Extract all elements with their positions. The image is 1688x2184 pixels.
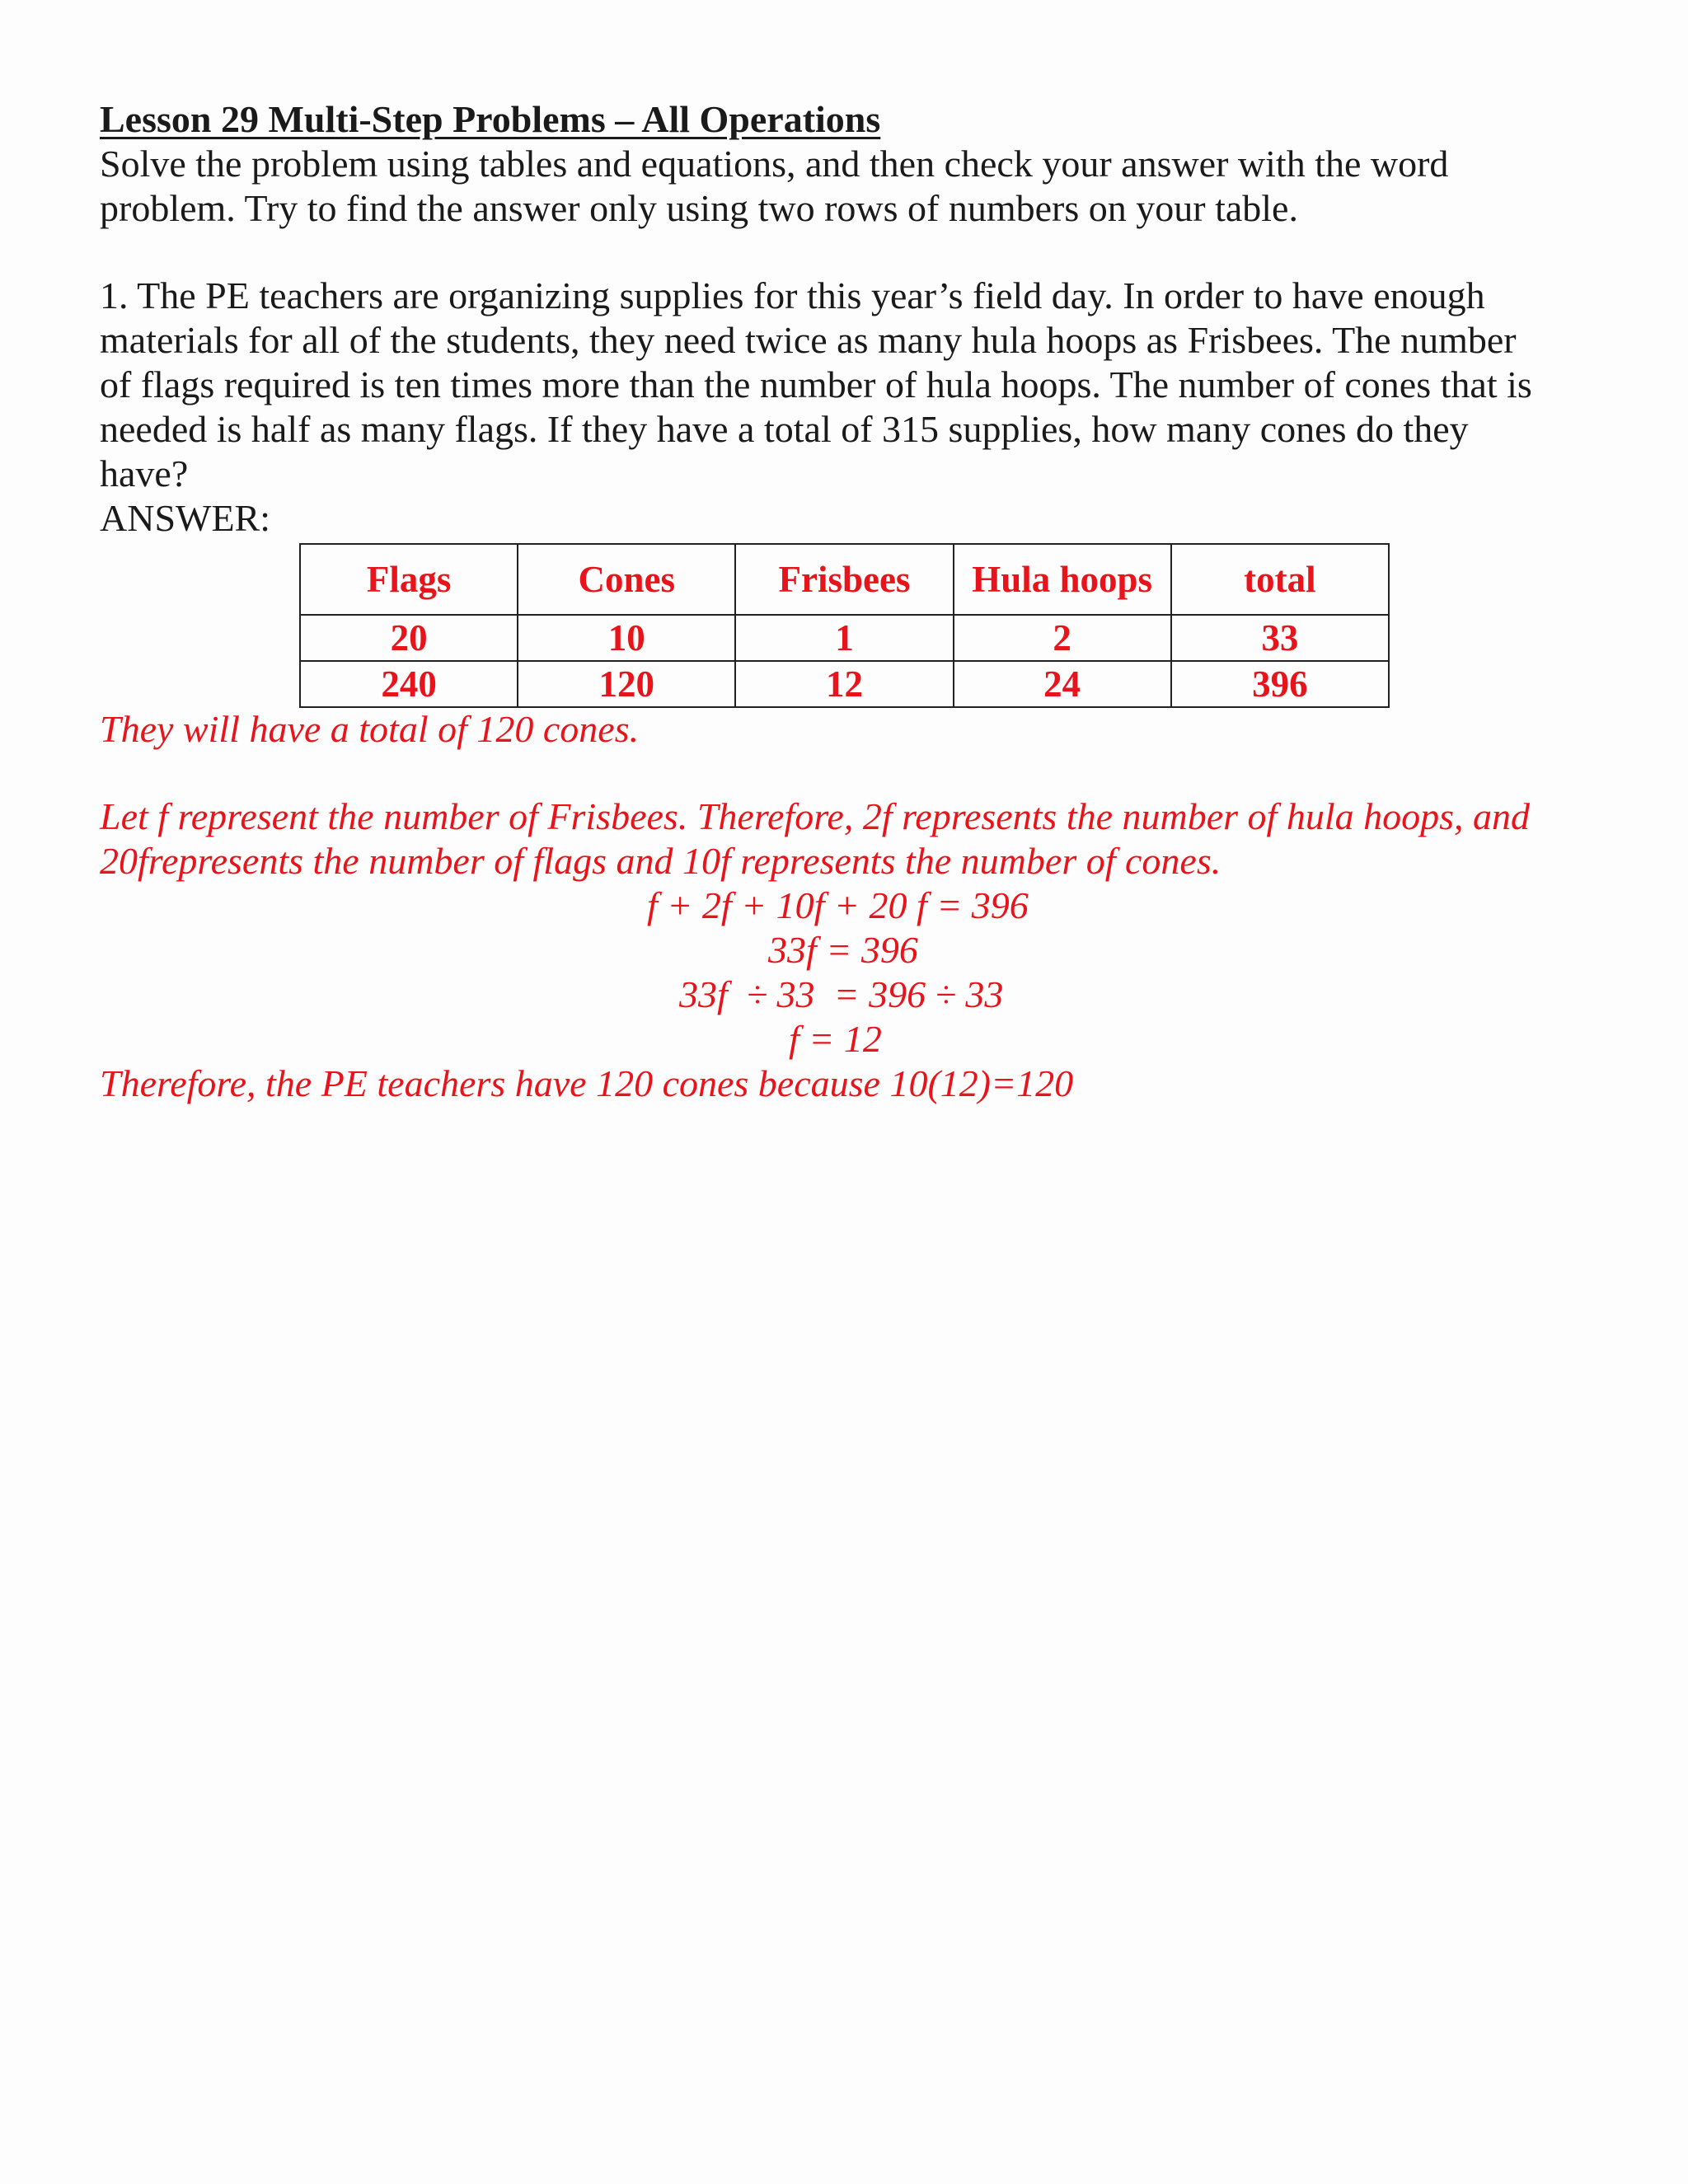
problem-line-2: materials for all of the students, they need twice as many hula hoops as Frisbees. The number xyxy=(100,319,1517,361)
problem-line-5: have? xyxy=(100,452,189,494)
table-header-row xyxy=(300,544,1389,615)
lesson-title: Lesson 29 Multi-Step Problems – All Operations xyxy=(100,98,881,140)
table-header-total: total xyxy=(1171,544,1389,615)
equation-2: 33f = 396 xyxy=(768,929,918,971)
problem-line-3: of flags required is ten times more than the number of hula hoops. The number of cones that is xyxy=(100,363,1532,405)
instructions-line-2: problem. Try to find the answer only using two rows of numbers on your table. xyxy=(100,187,1298,229)
table-header-hula-hoops: Hula hoops xyxy=(954,544,1171,615)
solution-section xyxy=(100,707,1583,1106)
answer-statement: They will have a total of 120 cones. xyxy=(100,708,640,750)
table-cell: 240 xyxy=(300,661,518,707)
problem-line-4: needed is half as many flags. If they have a total of 315 supplies, how many cones do they xyxy=(100,408,1469,450)
table-cell: 12 xyxy=(735,661,953,707)
answer-label: ANSWER: xyxy=(100,497,270,539)
table-cell: 24 xyxy=(954,661,1171,707)
table-cell: 396 xyxy=(1171,661,1389,707)
table-cell: 2 xyxy=(954,615,1171,661)
explanation-line-1: Let f represent the number of Frisbees. Therefore, 2f represents the number of hula hoops, and xyxy=(100,795,1531,837)
table-cell: 120 xyxy=(518,661,735,707)
table-row xyxy=(300,615,1389,661)
table-cell: 20 xyxy=(300,615,518,661)
equation-4: f = 12 xyxy=(789,1018,882,1060)
worksheet-page xyxy=(100,97,1583,541)
problem-line-1: 1. The PE teachers are organizing supplies for this year’s field day. In order to have enough xyxy=(100,274,1485,316)
table-header-frisbees: Frisbees xyxy=(735,544,953,615)
instructions-line-1: Solve the problem using tables and equations, and then check your answer with the word xyxy=(100,143,1449,185)
table-header-flags: Flags xyxy=(300,544,518,615)
supply-table xyxy=(299,543,1390,708)
explanation-line-2: 20frepresents the number of flags and 10f represents the number of cones. xyxy=(100,840,1221,882)
table-cell: 33 xyxy=(1171,615,1389,661)
table-row xyxy=(300,661,1389,707)
table-header-cones: Cones xyxy=(518,544,735,615)
table-cell: 1 xyxy=(735,615,953,661)
table-cell: 10 xyxy=(518,615,735,661)
equation-1: f + 2f + 10f + 20 f = 396 xyxy=(647,884,1029,926)
equation-3: 33f ÷ 33 = 396 ÷ 33 xyxy=(679,973,1004,1015)
conclusion: Therefore, the PE teachers have 120 cones because 10(12)=120 xyxy=(100,1062,1074,1104)
